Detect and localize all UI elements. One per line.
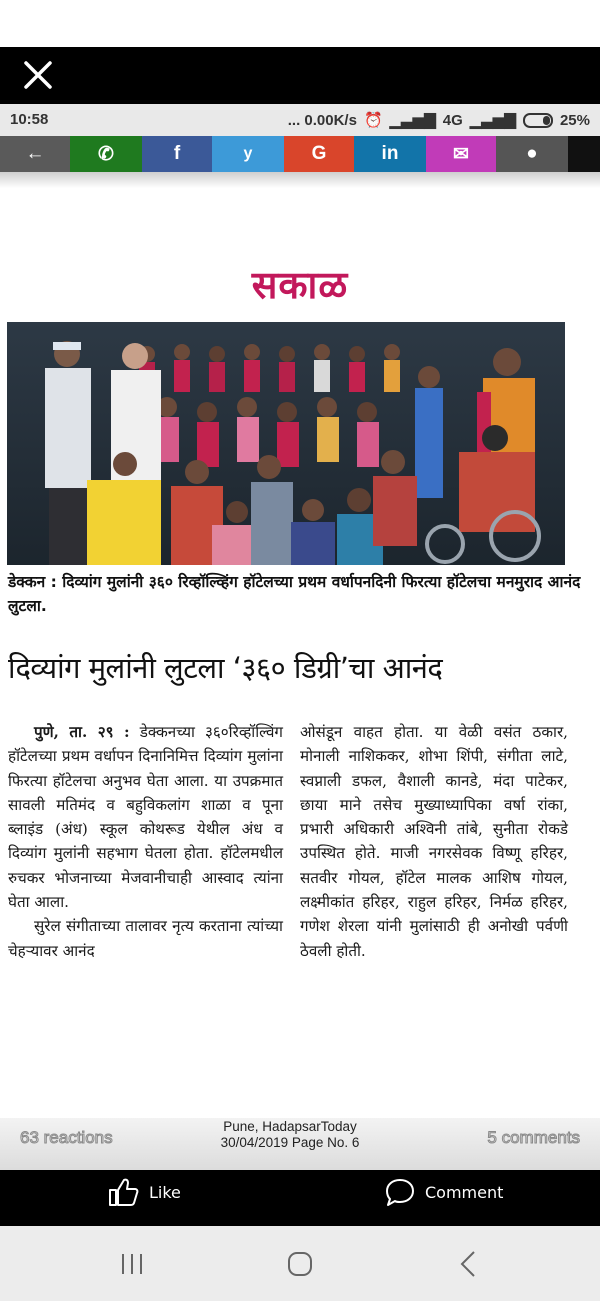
thumbs-up-icon <box>108 1177 140 1207</box>
photo-caption: डेक्कन : दिव्यांग मुलांनी ३६० रिव्हॉल्व्हिंग हॉटेलच्या प्रथम वर्धापनदिनी फिरत्या हॉटेलचा मनमुराद आनंद लुटला. <box>8 573 581 615</box>
whatsapp-share-button[interactable] <box>70 136 142 172</box>
email-share-button[interactable] <box>426 136 496 172</box>
article-dateline: पुणे, ता. २९ : <box>34 723 130 741</box>
comment-button[interactable] <box>384 1170 503 1214</box>
viewer-top-bar <box>0 47 600 104</box>
google-share-button[interactable] <box>284 136 354 172</box>
facebook-icon: f <box>173 143 181 164</box>
speech-bubble-icon <box>384 1177 416 1207</box>
back-button[interactable] <box>446 1242 490 1286</box>
status-bar <box>0 104 600 136</box>
sms-share-button[interactable] <box>496 136 568 172</box>
reactions-count[interactable]: 63 reactions <box>20 1128 113 1147</box>
twitter-icon: y <box>243 145 253 162</box>
share-bar-shadow <box>0 172 600 188</box>
back-share-button[interactable] <box>0 136 70 172</box>
signal-icon-2: ▁▃▅▇ <box>469 112 516 129</box>
clipping-source <box>180 1119 400 1151</box>
email-icon: ✉ <box>453 143 469 165</box>
article-column-left <box>8 720 283 963</box>
close-button[interactable] <box>20 57 56 93</box>
back-icon <box>456 1249 480 1279</box>
comment-label: Comment <box>425 1182 504 1202</box>
linkedin-icon: in <box>381 143 399 164</box>
recents-button[interactable] <box>110 1242 154 1286</box>
status-time: 10:58 <box>10 111 49 128</box>
like-label: Like <box>149 1182 181 1202</box>
linkedin-share-button[interactable] <box>354 136 426 172</box>
post-action-bar <box>0 1170 600 1226</box>
home-icon <box>285 1249 315 1279</box>
sms-icon: ● <box>526 143 538 164</box>
share-bar-end <box>568 136 600 172</box>
google-icon: G <box>311 143 327 164</box>
article-paragraph-2: सुरेल संगीताच्या तालावर नृत्य करताना त्यांच्या चेहऱ्यावर आनंद <box>8 917 283 960</box>
source-location: Pune, HadapsarToday <box>223 1119 357 1134</box>
alarm-icon: ⏰ <box>363 112 383 129</box>
battery-icon <box>523 113 553 128</box>
article-column-right: ओसंडून वाहत होता. या वेळी वसंत ठकार, मोनाली नाशिककर, शोभा शिंपी, संगीता लाटे, स्वप्नाली डफल, वैशाली कानडे, मंदा पाटेकर, छाया माने तसेच मुख्याध्यापिका वर्षा रांका, प्रभारी अधिकारी अश्विनी तांबे, सुनीता रोकडे उपस्थित होते. माजी नगरसेवक विष्णू हरिहर, सतवीर गोयल, हॉटेल मालक आशिष गोयल, लक्ष्मीकांत हरिहर, राहुल हरिहर, निर्मळ हरिहर, गणेश शेरला यांनी मुलांसाठी ही अनोखी पर्वणी ठेवली होती. <box>300 723 568 960</box>
top-blank-area <box>0 0 600 47</box>
twitter-share-button[interactable] <box>212 136 284 172</box>
signal-icon: ▁▃▅▇ <box>389 112 436 129</box>
newspaper-masthead: सकाळ <box>251 262 349 307</box>
share-bar <box>0 136 600 172</box>
whatsapp-icon: ✆ <box>98 143 114 165</box>
close-icon <box>20 57 56 93</box>
network-speed: ... 0.00K/s <box>287 111 357 129</box>
network-type: 4G <box>442 111 463 129</box>
recents-icon <box>117 1251 147 1277</box>
comments-count[interactable]: 5 comments <box>487 1128 580 1147</box>
status-indicators <box>288 111 590 129</box>
news-photo <box>7 322 565 565</box>
facebook-share-button[interactable] <box>142 136 212 172</box>
home-button[interactable] <box>278 1242 322 1286</box>
back-arrow-icon: ← <box>25 143 45 164</box>
battery-level: 25% <box>559 111 590 129</box>
article-headline: दिव्यांग मुलांनी लुटला ‘३६० डिग्री’चा आनंद <box>8 651 443 685</box>
source-date-page: 30/04/2019 Page No. 6 <box>220 1135 360 1150</box>
like-button[interactable] <box>108 1170 181 1214</box>
article-paragraph-1: डेक्कनच्या ३६०रिव्हॉल्विंग हॉटेलच्या प्रथम वर्धापन दिनानिमित्त दिव्यांग मुलांना फिरत्या हॉटेलचा अनुभव घेता आला. या उपक्रमात सावली मतिमंद व बहुविकलांग शाळा व पूना ब्लाइंड (अंध) स्कूल कोथरूड येथील अंध व दिव्यांग मुलांनी सहभाग घेतला होता. हॉटेलमधील रुचकर भोजनाच्या मेजवानीचाही आस्वाद त्यांना घेता आला. <box>8 723 283 912</box>
